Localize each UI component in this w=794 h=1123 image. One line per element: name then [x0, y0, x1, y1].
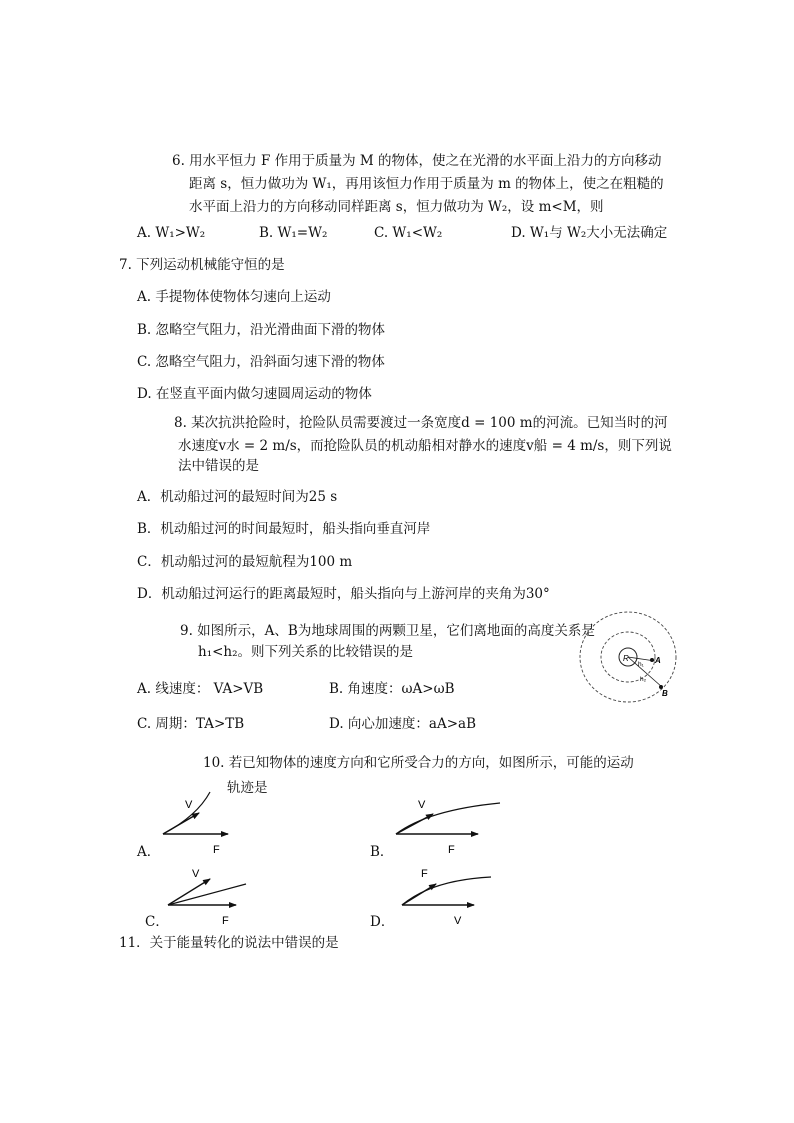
trajectory-line	[168, 884, 246, 905]
q9-option-d: D. 向心加速度：aA>aB	[329, 716, 477, 732]
q7-option-c: C. 忽略空气阻力，沿斜面匀速下滑的物体	[137, 354, 385, 370]
q7-option-d: D. 在竖直平面内做匀速圆周运动的物体	[137, 386, 372, 402]
velocity-arrow	[396, 814, 433, 834]
satellite-a-dot	[650, 658, 654, 662]
satellite-b-label: B	[662, 689, 668, 698]
velocity-label: V	[418, 799, 426, 811]
q6-option-c: C. W₁<W₂	[374, 225, 443, 241]
h1-label: h₁	[638, 661, 644, 668]
q10-option-c-diagram	[160, 862, 255, 930]
velocity-arrow	[168, 879, 210, 905]
q9-option-a: A. 线速度： VA>VB	[137, 681, 264, 697]
satellite-orbit-diagram	[578, 610, 678, 704]
q7-stem: 7. 下列运动机械能守恒的是	[119, 257, 285, 273]
velocity-label: V	[454, 915, 462, 927]
force-arrow	[402, 884, 436, 905]
q10-option-a-diagram	[155, 788, 240, 858]
velocity-label: V	[185, 799, 193, 811]
q10-option-b-diagram	[388, 788, 508, 858]
q6-stem-line3: 水平面上沿力的方向移动同样距离 s，恒力做功为 W₂，设 m<M，则	[189, 199, 604, 215]
q10-stem-line1: 10. 若已知物体的速度方向和它所受合力的方向，如图所示，可能的运动	[203, 755, 634, 771]
force-label: F	[222, 915, 229, 927]
q7-option-a: A. 手提物体使物体匀速向上运动	[137, 289, 331, 305]
q6-option-a: A. W₁>W₂	[137, 225, 206, 241]
force-label: F	[213, 844, 220, 856]
q6-option-b: B. W₁=W₂	[259, 225, 328, 241]
trajectory-curve	[396, 803, 500, 834]
q8-stem-line3: 法中错误的是	[178, 458, 259, 474]
q8-option-d: D．机动船过河运行的距离最短时，船头指向与上游河岸的夹角为30°	[137, 586, 550, 602]
q10-option-d-diagram	[394, 862, 499, 930]
earth-label: R	[623, 654, 629, 663]
satellite-a-label: A	[655, 656, 661, 665]
q10-option-b-label: B．	[370, 844, 394, 860]
q6-stem-line1: 6. 用水平恒力 F 作用于质量为 M 的物体，使之在光滑的水平面上沿力的方向移动	[172, 153, 662, 169]
q7-option-b: B. 忽略空气阻力，沿光滑曲面下滑的物体	[137, 322, 386, 338]
q9-option-c: C. 周期：TA>TB	[137, 716, 245, 732]
force-label: F	[448, 844, 455, 856]
q10-stem-line2: 轨迹是	[227, 780, 268, 796]
q11-stem: 11．关于能量转化的说法中错误的是	[119, 935, 339, 951]
q9-stem-line1: 9. 如图所示，A、B为地球周围的两颗卫星，它们离地面的高度关系是	[180, 623, 595, 639]
q9-option-b: B. 角速度：ωA>ωB	[329, 681, 455, 697]
q6-stem-line2: 距离 s，恒力做功为 W₁，再用该恒力作用于质量为 m 的物体上，使之在粗糙的	[189, 176, 664, 192]
q8-stem-line2: 水速度v水 = 2 m/s，而抢险队员的机动船相对静水的速度v船 = 4 m/s，则下列说	[178, 438, 672, 454]
trajectory-curve	[402, 877, 491, 905]
h2-label: h₂	[640, 676, 647, 683]
q10-option-a-label: A．	[137, 844, 161, 860]
q8-option-a: A．机动船过河的最短时间为25 s	[137, 489, 338, 505]
q9-stem-line2: h₁<h₂。则下列关系的比较错误的是	[198, 644, 414, 660]
q8-option-b: B．机动船过河的时间最短时，船头指向垂直河岸	[137, 521, 431, 537]
q8-option-c: C．机动船过河的最短航程为100 m	[137, 554, 353, 570]
q10-option-d-label: D．	[370, 914, 395, 930]
velocity-label: V	[192, 868, 200, 880]
q8-stem-line1: 8. 某次抗洪抢险时，抢险队员需要渡过一条宽度d = 100 m的河流。已知当时的河	[174, 415, 668, 431]
q6-option-d: D. W₁与 W₂大小无法确定	[511, 225, 668, 241]
q10-option-c-label: C．	[145, 914, 169, 930]
force-label: F	[421, 868, 428, 880]
